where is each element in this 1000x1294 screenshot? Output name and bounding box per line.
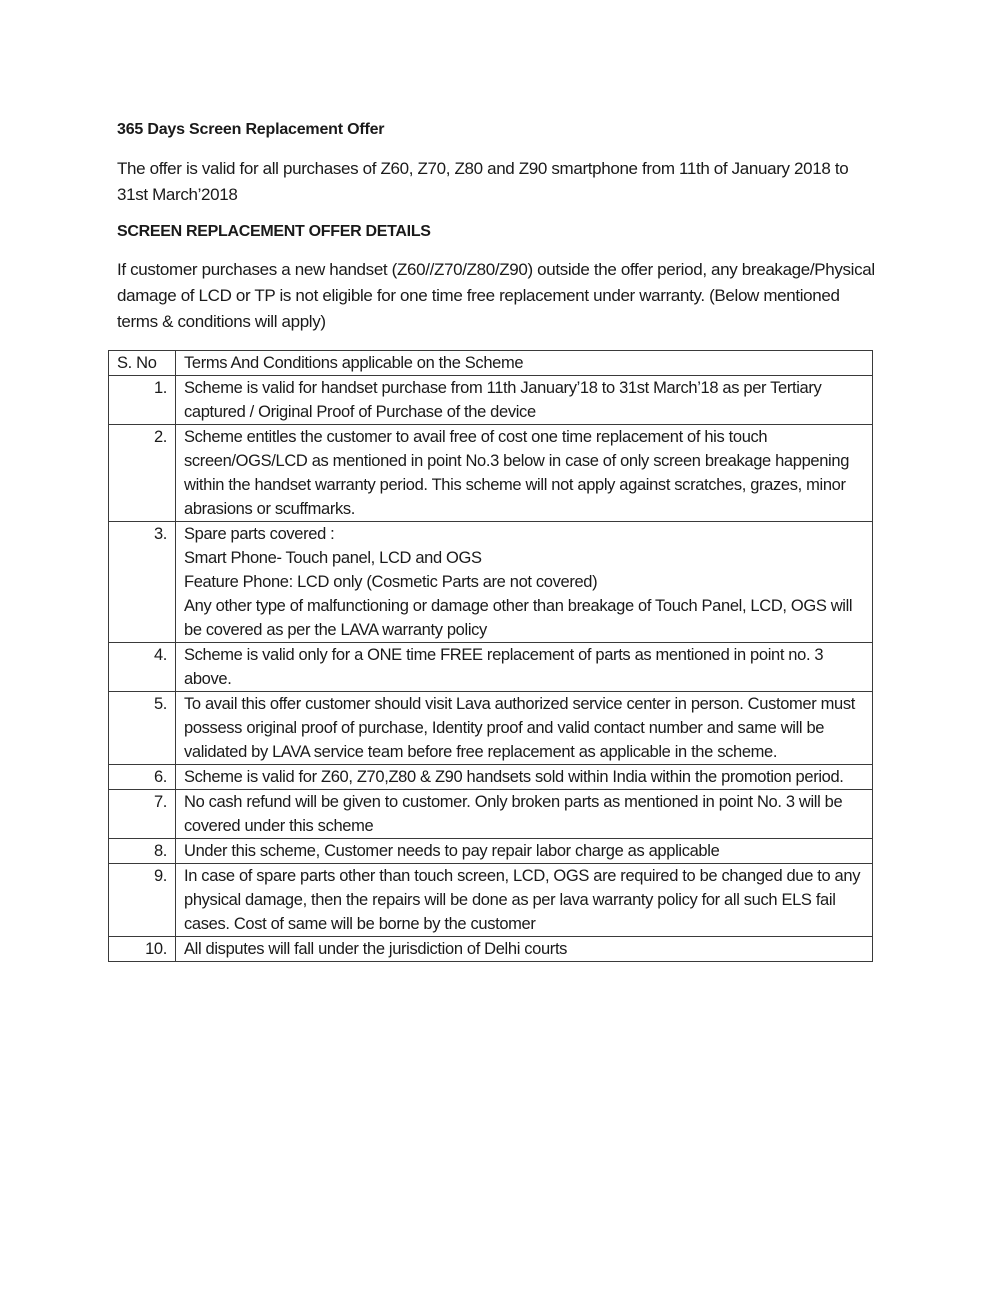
term-text: To avail this offer customer should visit Lava authorized service center in person. Customer must possess original proof of purchase, Identity proof and valid contact number and same will be validated by LAVA service team before free replacement as applicable in the scheme. (184, 695, 855, 761)
term-text: All disputes will fall under the jurisdiction of Delhi courts (184, 940, 568, 958)
term-text: Any other type of malfunctioning or damage other than breakage of Touch Panel, LCD, OGS will be covered as per the LAVA warranty policy (184, 597, 853, 639)
row-number: 5. (109, 692, 176, 765)
term-text: Scheme is valid for handset purchase from 11th January’18 to 31st March’18 as per Tertiary captured / Original Proof of Purchase of the device (184, 379, 822, 421)
row-number: 2. (109, 425, 176, 522)
intro-paragraph: The offer is valid for all purchases of Z60, Z70, Z80 and Z90 smartphone from 11th of January 2018 to 31st March’2018 (117, 159, 849, 204)
term-text: In case of spare parts other than touch screen, LCD, OGS are required to be changed due to any physical damage, then the repairs will be done as per lava warranty policy for all such ELS fail cases. Cost of same will be borne by the customer (184, 867, 861, 933)
row-terms (176, 790, 873, 839)
term-text: Smart Phone- Touch panel, LCD and OGS (184, 549, 482, 567)
table-row (109, 522, 873, 643)
term-text: Feature Phone: LCD only (Cosmetic Parts are not covered) (184, 573, 598, 591)
table-row (109, 692, 873, 765)
row-terms (176, 864, 873, 937)
row-number: 4. (109, 643, 176, 692)
row-terms (176, 765, 873, 790)
column-header-terms: Terms And Conditions applicable on the Scheme (176, 351, 873, 376)
term-text: No cash refund will be given to customer. Only broken parts as mentioned in point No. 3 will be covered under this scheme (184, 793, 843, 835)
row-terms (176, 376, 873, 425)
table-row (109, 643, 873, 692)
row-terms (176, 937, 873, 962)
row-number: 3. (109, 522, 176, 643)
table-row (109, 864, 873, 937)
table-row (109, 839, 873, 864)
row-number: 1. (109, 376, 176, 425)
section-title: SCREEN REPLACEMENT OFFER DETAILS (117, 223, 431, 240)
row-number: 10. (109, 937, 176, 962)
section-paragraph: If customer purchases a new handset (Z60//Z70/Z80/Z90) outside the offer period, any breakage/Physical damage of LCD or TP is not eligible for one time free replacement under warranty. (Below mentioned terms & conditions will apply) (117, 260, 875, 331)
row-terms (176, 425, 873, 522)
table-row (109, 425, 873, 522)
row-terms (176, 643, 873, 692)
row-terms (176, 692, 873, 765)
terms-table (108, 350, 873, 962)
table-row (109, 790, 873, 839)
term-text: Scheme is valid only for a ONE time FREE replacement of parts as mentioned in point no. 3 above. (184, 646, 824, 688)
table-row (109, 937, 873, 962)
table-header-row (109, 351, 873, 376)
document-page (117, 118, 877, 347)
term-text: Under this scheme, Customer needs to pay repair labor charge as applicable (184, 842, 720, 860)
row-number: 8. (109, 839, 176, 864)
row-number: 6. (109, 765, 176, 790)
row-number: 9. (109, 864, 176, 937)
column-header-sno: S. No (109, 351, 176, 376)
term-text: Scheme entitles the customer to avail free of cost one time replacement of his touch screen/OGS/LCD as mentioned in point No.3 below in case of only screen breakage happening within the handset warranty period. This scheme will not apply against scratches, grazes, minor abrasions or scuffmarks. (184, 428, 850, 518)
row-number: 7. (109, 790, 176, 839)
document-title: 365 Days Screen Replacement Offer (117, 121, 385, 138)
row-terms (176, 839, 873, 864)
terms-table-body (109, 376, 873, 962)
row-terms (176, 522, 873, 643)
table-row (109, 765, 873, 790)
table-row (109, 376, 873, 425)
term-text: Spare parts covered : (184, 525, 335, 543)
term-text: Scheme is valid for Z60, Z70,Z80 & Z90 handsets sold within India within the promotion period. (184, 768, 844, 786)
